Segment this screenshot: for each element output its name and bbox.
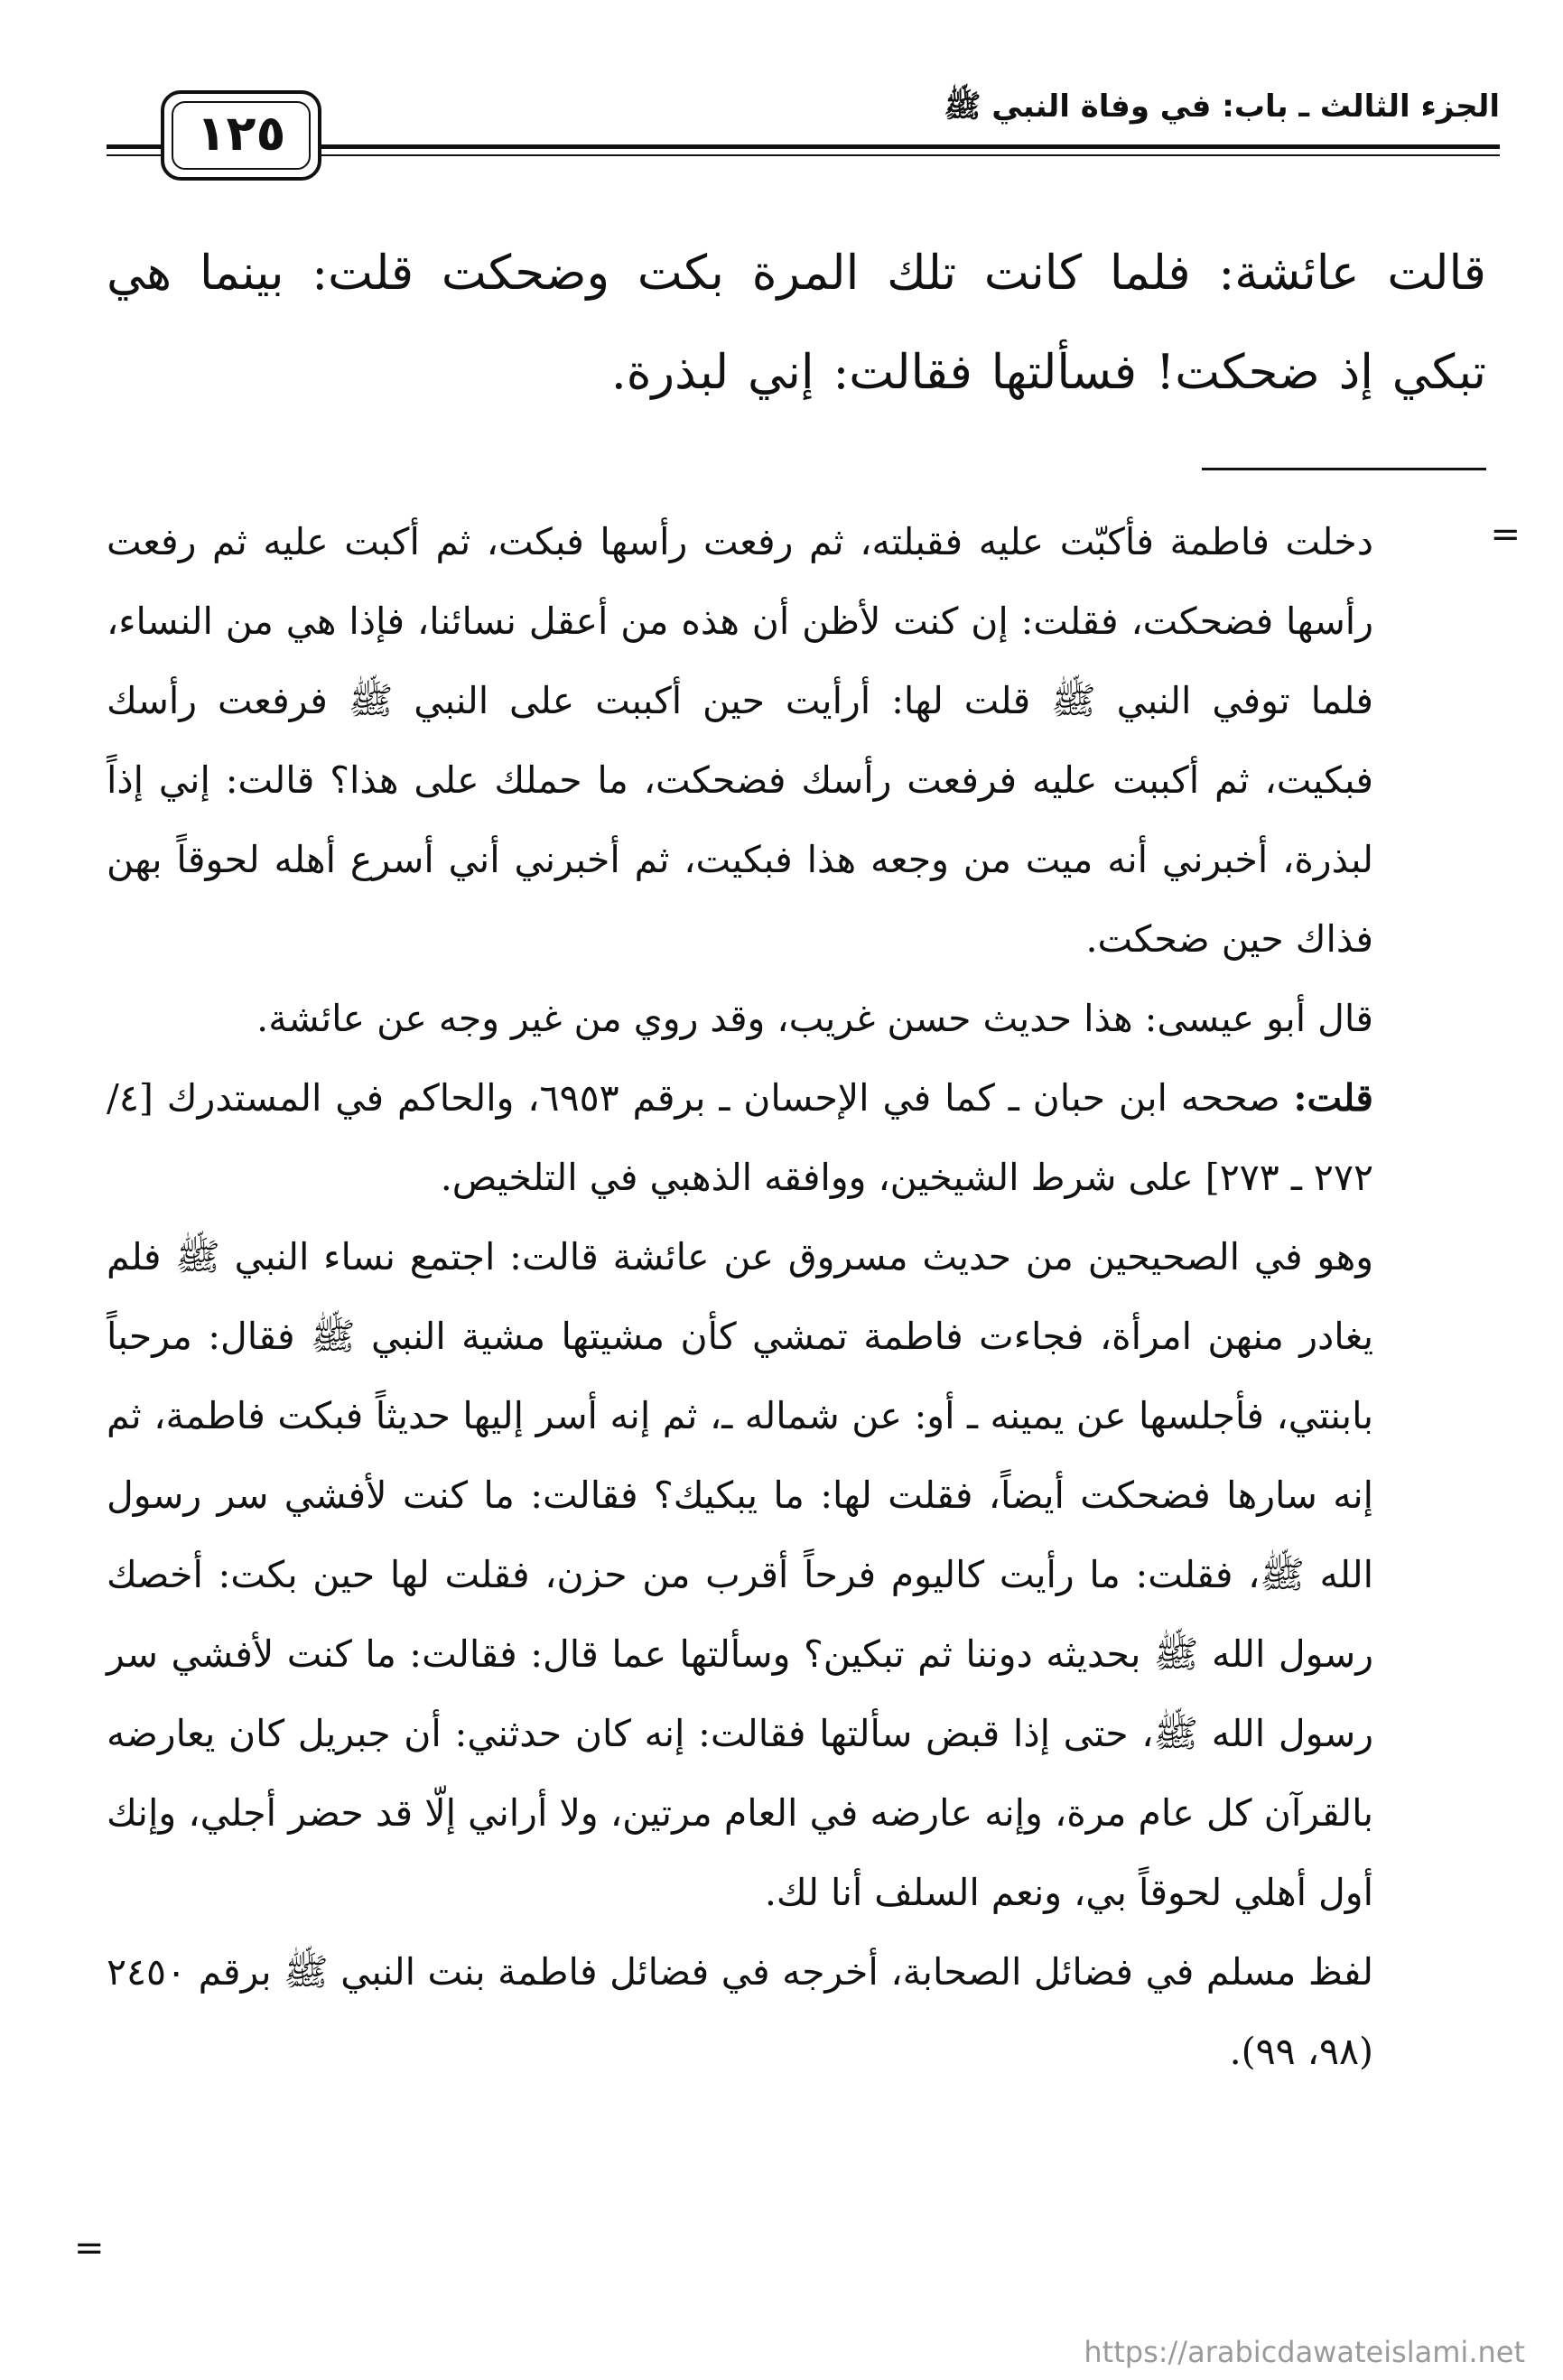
footnote-separator [1202, 468, 1486, 470]
footnote-lead: قلت: [1293, 1076, 1373, 1120]
footnote-text: وهو في الصحيحين من حديث مسروق عن عائشة قالت: اجتمع نساء النبي ﷺ فلم يغادر منهن امرأة، فجاءت فاطمة تمشي كأن مشيتها مشية النبي ﷺ فقال: مرحباً بابنتي، فأجلسها عن يمينه ـ أو: عن شماله ـ، ثم إنه أسر إليها حديثاً فبكت فاطمة، ثم إنه سارها فضحكت أيضاً، فقلت لها: ما يبكيك؟ فقالت: ما كنت لأفشي سر رسول الله ﷺ، فقلت: ما رأيت كاليوم فرحاً أقرب من حزن، فقلت لها حين بكت: أخصك رسول الله ﷺ بحديثه دوننا ثم تبكين؟ وسألتها عما قال: فقالت: ما كنت لأفشي سر رسول الله ﷺ، حتى إذا قبض سألتها فقالت: إنه كان حدثني: أن جبريل كان يعارضه بالقرآن كل عام مرة، وإنه عارضه في العام مرتين، ولا أراني إلّا قد حضر أجلي، وإنك أول أهلي لحوقاً بي، ونعم السلف أنا لك. [107, 1235, 1374, 1914]
footnote-paragraph [107, 1932, 1373, 2091]
footnote-text: قال أبو عيسى: هذا حديث حسن غريب، وقد روي من غير وجه عن عائشة. [256, 997, 1373, 1040]
footnote-text: دخلت فاطمة فأكبّت عليه فقبلته، ثم رفعت رأسها فبكت، ثم أكبت عليه ثم رفعت رأسها فضحكت، فقلت: إن كنت لأظن أن هذه من أعقل نسائنا، فإذا هي من النساء، فلما توفي النبي ﷺ قلت لها: أرأيت حين أكببت على النبي ﷺ فرفعت رأسك فبكيت، ثم أكببت عليه فرفعت رأسك فضحكت، ما حملك على هذا؟ قالت: إني إذاً لبذرة، أخبرني أنه ميت من وجعه هذا فبكيت، ثم أخبرني أني أسرع أهله لحوقاً بهن فذاك حين ضحكت. [107, 520, 1374, 961]
footnote-continuation-mark: = [1490, 514, 1521, 555]
watermark-url: https://arabicdawateislami.net [1084, 2335, 1525, 2369]
footnote-text: صححه ابن حبان ـ كما في الإحسان ـ برقم ٦٩٥٣، والحاكم في المستدرك [٤/ ٢٧٢ ـ ٢٧٣] على شرط الشيخين، ووافقه الذهبي في التلخيص. [107, 1076, 1373, 1199]
footnote-block [107, 502, 1373, 2091]
running-header-title: الجزء الثالث ـ باب: في وفاة النبي ﷺ [944, 88, 1500, 125]
footnote-text: لفظ مسلم في فضائل الصحابة، أخرجه في فضائل فاطمة بنت النبي ﷺ برقم ٢٤٥٠ (٩٨، ٩٩). [107, 1950, 1373, 2073]
main-text: قالت عائشة: فلما كانت تلك المرة بكت وضحكت قلت: بينما هي تبكي إذ ضحكت! فسألتها فقالت: إني لبذرة. [107, 246, 1486, 400]
footnote-paragraph [107, 1058, 1373, 1217]
page-number: ١٢٥ [196, 105, 286, 162]
footnote-paragraph [107, 502, 1373, 979]
page-number-frame [161, 90, 321, 181]
footnote-paragraph [107, 979, 1373, 1058]
footnote-paragraph [107, 1217, 1373, 1932]
footnote-continuation-mark-bottom: = [74, 2227, 105, 2269]
